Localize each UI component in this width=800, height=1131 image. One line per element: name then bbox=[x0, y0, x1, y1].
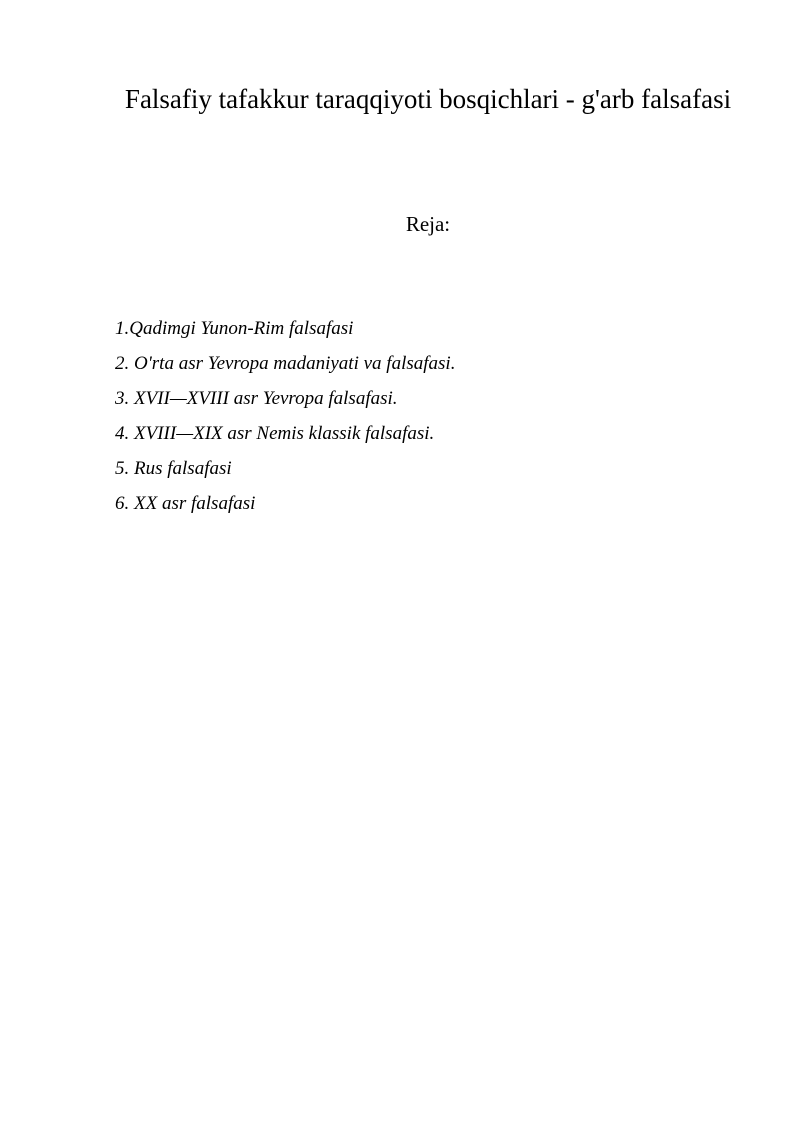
document-title: Falsafiy tafakkur taraqqiyoti bosqichlari - g'arb falsafasi bbox=[124, 84, 732, 114]
plan-list bbox=[115, 311, 455, 521]
plan-heading: Reja: bbox=[405, 212, 451, 236]
plan-item: 5. Rus falsafasi bbox=[115, 458, 232, 479]
plan-item: 4. XVIII—XIX asr Nemis klassik falsafasi. bbox=[115, 423, 435, 444]
plan-item: 1.Qadimgi Yunon-Rim falsafasi bbox=[115, 318, 354, 339]
plan-item: 2. O'rta asr Yevropa madaniyati va falsafasi. bbox=[115, 353, 456, 374]
plan-item: 3. XVII—XVIII asr Yevropa falsafasi. bbox=[115, 388, 398, 409]
plan-item: 6. XX asr falsafasi bbox=[115, 493, 256, 514]
